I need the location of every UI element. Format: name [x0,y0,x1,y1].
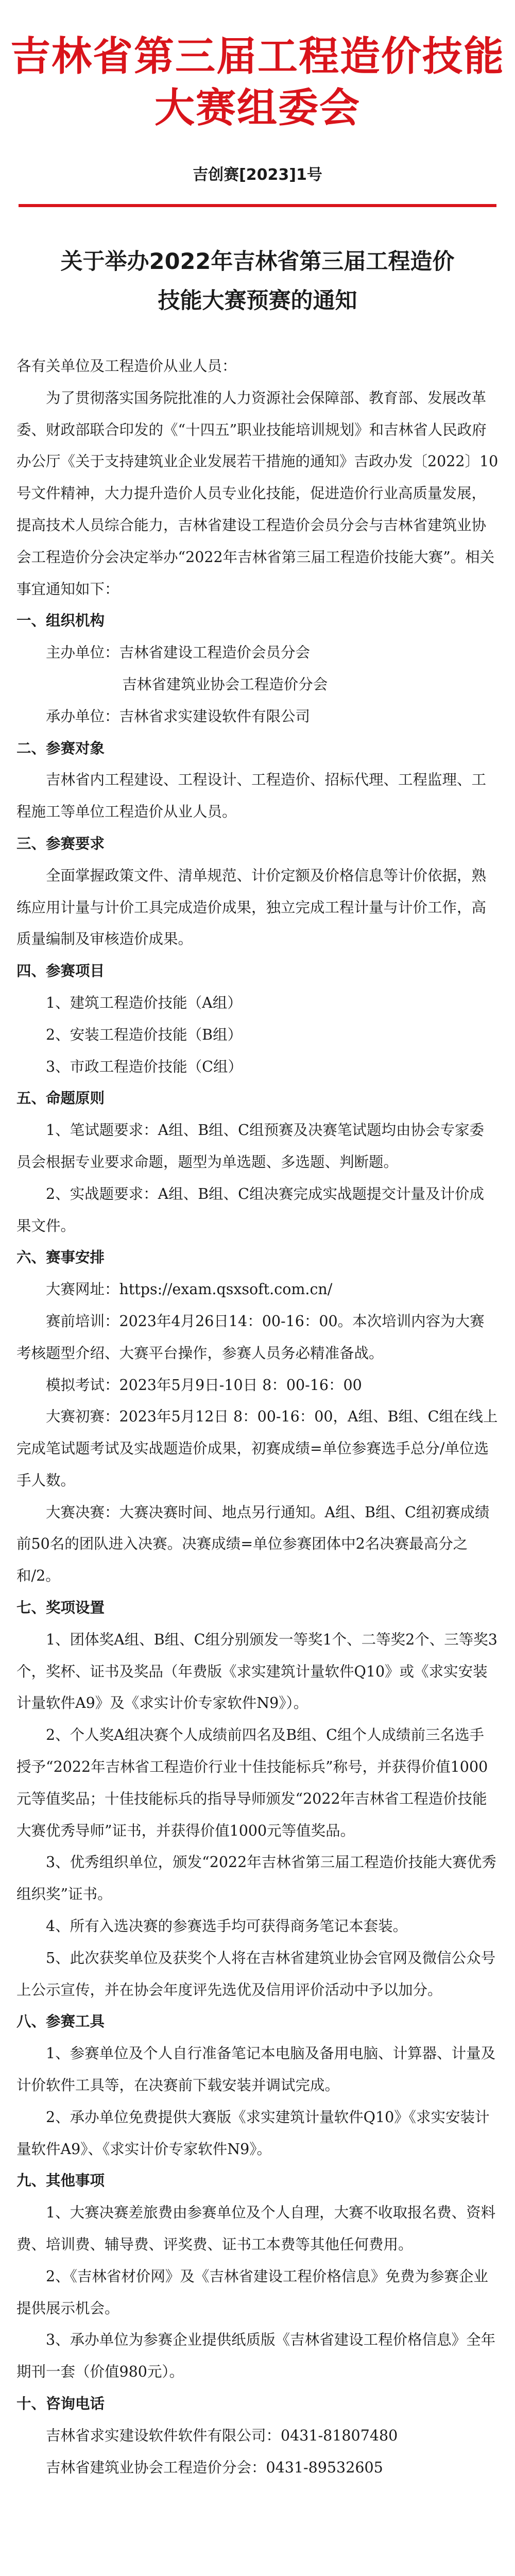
body-paragraph: 3、市政工程造价技能（C组） [46,1058,243,1075]
document-number: 吉创赛[2023]1号 [193,166,322,184]
section-heading: 二、参赛对象 [16,739,105,757]
body-paragraph: 吉林省建筑业协会工程造价分会：0431-89532605 [46,2459,383,2476]
body-paragraph: 3、优秀组织单位，颁发“2022年吉林省第三届工程造价技能大赛优秀组织奖”证书。 [16,1854,496,1903]
body-paragraph: 1、笔试题要求：A组、B组、C组预赛及决赛笔试题均由协会专家委员会根据专业要求命题，题型为单选题、多选题、判断题。 [16,1122,484,1171]
body-paragraph: 2、安装工程造价技能（B组） [46,1026,243,1043]
section-heading: 九、其他事项 [16,2172,105,2190]
document-body [16,350,499,2483]
body-paragraph: 5、此次获奖单位及获奖个人将在吉林省建筑业协会官网及微信公众号上公示宣传，并在协会年度评先选优及信用评价活动中予以加分。 [16,1949,496,1998]
body-paragraph: 1、参赛单位及个人自行准备笔记本电脑及备用电脑、计算器、计量及计价软件工具等，在决赛前下载安装并调试完成。 [16,2045,496,2094]
body-paragraph: 1、大赛决赛差旅费由参赛单位及个人自理，大赛不收取报名费、资料费、培训费、辅导费、评奖费、证书工本费等其他任何费用。 [16,2204,496,2253]
document-title-line-2: 技能大赛预赛的通知 [158,288,357,314]
section-heading: 六、赛事安排 [16,1249,105,1266]
body-paragraph: 承办单位：吉林省求实建设软件有限公司 [46,707,311,725]
body-paragraph: 1、建筑工程造价技能（A组） [46,994,242,1011]
body-paragraph: 主办单位：吉林省建设工程造价会员分会 [46,644,311,662]
body-paragraph: 2、承办单位免费提供大赛版《求实建筑计量软件Q10》《求实安装计量软件A9》、《求实计价专家软件N9》。 [16,2108,490,2158]
document-title [0,242,515,320]
section-heading: 一、组织机构 [16,612,105,630]
body-paragraph: 大赛网址：https://exam.qsxsoft.com.cn/ [46,1281,333,1298]
body-paragraph: 2、《吉林省材价网》及《吉林省建设工程价格信息》免费为参赛企业提供展示机会。 [16,2267,488,2317]
body-paragraph: 2、个人奖A组决赛个人成绩前四名及B组、C组个人成绩前三名选手授予“2022年吉林省工程造价行业十佳技能标兵”称号，并获得价值1000元等值奖品；十佳技能标兵的指导导师颁发“2022年吉林省工程造价技能大赛优秀导师”证书，并获得价值1000元等值奖品。 [16,1726,488,1839]
body-paragraph: 吉林省建筑业协会工程造价分会 [122,675,328,693]
body-paragraph: 4、所有入选决赛的参赛选手均可获得商务笔记本套装。 [46,1918,408,1935]
body-paragraph: 1、团体奖A组、B组、C组分别颁发一等奖1个、二等奖2个、三等奖3个，奖杯、证书及奖品（年费版《求实建筑计量软件Q10》或《求实安装计量软件A9》及《求实计价专家软件N9》）。 [16,1631,497,1712]
body-paragraph: 赛前培训：2023年4月26日14：00-16：00。本次培训内容为大赛考核题型介绍、大赛平台操作，参赛人员务必精准备战。 [16,1312,485,1362]
body-paragraph: 吉林省内工程建设、工程设计、工程造价、招标代理、工程监理、工程施工等单位工程造价从业人员。 [16,771,487,821]
section-heading: 七、奖项设置 [16,1599,105,1617]
body-paragraph: 大赛初赛：2023年5月12日 8：00-16：00，A组、B组、C组在线上完成笔试题考试及实战题造价成果，初赛成绩=单位参赛选手总分/单位选手人数。 [16,1408,498,1489]
body-paragraph: 2、实战题要求：A组、B组、C组决赛完成实战题提交计量及计价成果文件。 [16,1185,484,1234]
section-heading: 十、咨询电话 [16,2395,105,2412]
body-paragraph: 3、承办单位为参赛企业提供纸质版《吉林省建设工程价格信息》全年期刊一套（价值980元）。 [16,2331,496,2381]
document-title-line-1: 关于举办2022年吉林省第三届工程造价 [60,249,455,275]
body-paragraph: 各有关单位及工程造价从业人员： [16,358,237,375]
body-paragraph: 吉林省求实建设软件软件有限公司：0431-81807480 [46,2427,398,2444]
section-heading: 八、参赛工具 [16,2013,105,2030]
red-divider-rule [19,204,496,207]
body-paragraph: 全面掌握政策文件、清单规范、计价定额及价格信息等计价依据，熟练应用计量与计价工具完成造价成果，独立完成工程计量与计价工作，高质量编制及审核造价成果。 [16,867,487,948]
body-paragraph: 模拟考试：2023年5月9日-10日 8：00-16：00 [46,1376,362,1394]
section-heading: 四、参赛项目 [16,962,105,980]
body-paragraph: 为了贯彻落实国务院批准的人力资源社会保障部、教育部、发展改革委、财政部联合印发的《“十四五”职业技能培训规划》和吉林省人民政府办公厅《关于支持建筑业企业发展若干措施的通知》吉政办发〔2022〕10号文件精神，大力提升造价人员专业化技能，促进造价行业高质量发展，提高技术人员综合能力，吉林省建设工程造价会员分会与吉林省建筑业协会工程造价分会决定举办“2022年吉林省第三届工程造价技能大赛”。相关事宜通知如下： [16,389,499,598]
section-heading: 五、命题原则 [16,1090,105,1107]
masthead-org-title: 吉林省第三届工程造价技能大赛组委会 [10,33,505,131]
section-heading: 三、参赛要求 [16,835,105,852]
body-paragraph: 大赛决赛：大赛决赛时间、地点另行通知。A组、B组、C组初赛成绩前50名的团队进入决赛。决赛成绩=单位参赛团体中2名决赛最高分之和/2。 [16,1503,490,1585]
